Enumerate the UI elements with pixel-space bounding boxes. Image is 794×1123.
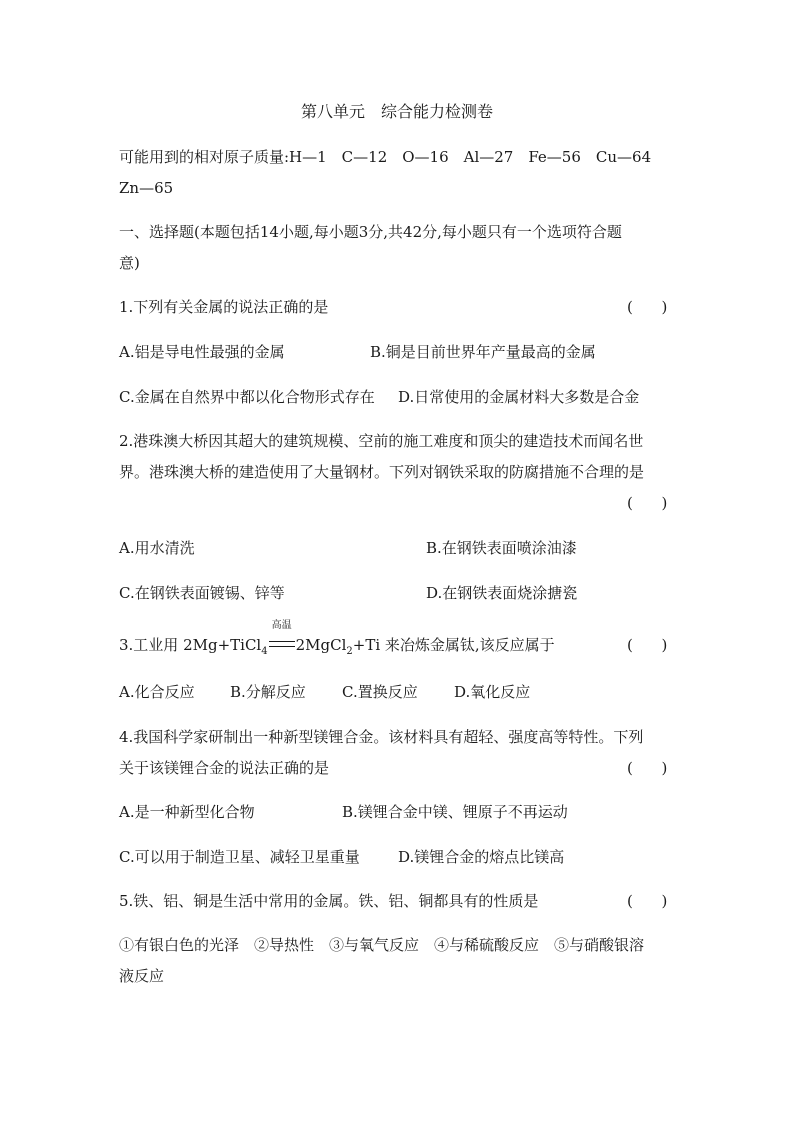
atomic-mass-line-2: Zn—65: [119, 179, 174, 197]
question-2-option-d: D.在钢铁表面烧涂搪瓷: [426, 584, 578, 602]
section-heading-line-1: 一、选择题(本题包括14小题,每小题3分,共42分,每小题只有一个选项符合题: [119, 223, 622, 241]
question-4-stem-line-1: 4.我国科学家研制出一种新型镁锂合金。该材料具有超轻、强度高等特性。下列: [119, 728, 644, 746]
question-4-option-d: D.镁锂合金的熔点比镁高: [398, 848, 565, 866]
question-2-option-b: B.在钢铁表面喷涂油漆: [426, 539, 577, 557]
question-2-option-a: A.用水清洗: [119, 539, 195, 557]
question-5-stem: 5.铁、铝、铜是生活中常用的金属。铁、铝、铜都具有的性质是: [119, 892, 539, 910]
page-title: 第八单元 综合能力检测卷: [300, 102, 493, 121]
question-3-subscript-2: 2: [346, 646, 353, 657]
question-4-option-c: C.可以用于制造卫星、减轻卫星重量: [119, 848, 360, 866]
question-5-properties-line-2: 液反应: [119, 967, 165, 985]
question-4-answer-blank: ( ): [627, 759, 668, 777]
question-3-equation-left: 3.工业用 2Mg+TiCl: [119, 636, 262, 654]
equals-sign: [269, 641, 295, 647]
question-1-option-b: B.铜是目前世界年产量最高的金属: [370, 343, 596, 361]
question-5-properties-line-1: ①有银白色的光泽 ②导热性 ③与氧气反应 ④与稀硫酸反应 ⑤与硝酸银溶: [119, 936, 645, 954]
question-1-option-c: C.金属在自然界中都以化合物形式存在: [119, 388, 375, 406]
question-3-subscript-4: 4: [261, 646, 268, 657]
question-3-equation-right: 2MgCl: [295, 636, 347, 654]
reaction-condition: [269, 620, 295, 656]
question-3-answer-blank: ( ): [627, 636, 668, 654]
question-3-option-b: B.分解反应: [230, 683, 306, 701]
reaction-condition-label: 高温: [271, 620, 292, 631]
question-1-stem: 1.下列有关金属的说法正确的是: [119, 298, 329, 316]
question-4-option-a: A.是一种新型化合物: [119, 803, 255, 821]
question-3-option-d: D.氧化反应: [454, 683, 531, 701]
atomic-mass-line-1: 可能用到的相对原子质量:H—1 C—12 O—16 Al—27 Fe—56 Cu—64: [119, 148, 652, 166]
question-3-option-a: A.化合反应: [119, 683, 195, 701]
question-5-answer-blank: ( ): [627, 892, 668, 910]
question-2-answer-blank: ( ): [627, 494, 668, 512]
question-3-stem: [119, 620, 555, 657]
question-3-stem-suffix: +Ti 来冶炼金属钛,该反应属于: [352, 636, 555, 654]
question-1-option-d: D.日常使用的金属材料大多数是合金: [398, 388, 640, 406]
question-2-stem-line-1: 2.港珠澳大桥因其超大的建筑规模、空前的施工难度和顶尖的建造技术而闻名世: [119, 432, 644, 450]
section-heading-line-2: 意): [119, 254, 140, 272]
question-4-option-b: B.镁锂合金中镁、锂原子不再运动: [342, 803, 568, 821]
question-3-option-c: C.置换反应: [342, 683, 418, 701]
question-1-option-a: A.铝是导电性最强的金属: [119, 343, 285, 361]
question-2-stem-line-2: 界。港珠澳大桥的建造使用了大量钢材。下列对钢铁采取的防腐措施不合理的是: [119, 463, 645, 481]
question-4-stem-line-2: 关于该镁锂合金的说法正确的是: [119, 759, 330, 777]
question-2-option-c: C.在钢铁表面镀锡、锌等: [119, 584, 285, 602]
question-1-answer-blank: ( ): [627, 298, 668, 316]
